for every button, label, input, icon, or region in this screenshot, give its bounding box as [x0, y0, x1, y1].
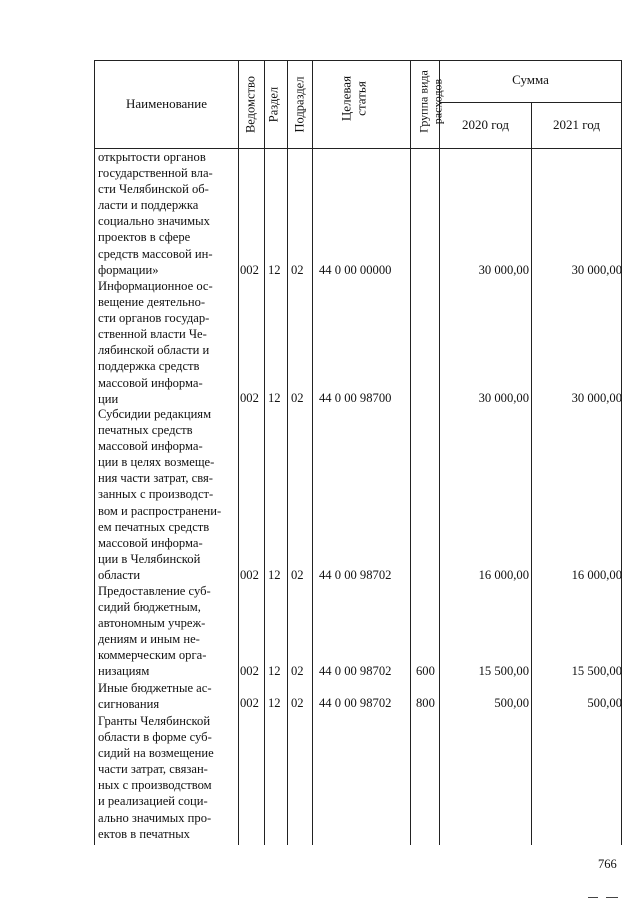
name-line: формации» [98, 262, 159, 277]
cell-statya: 44 0 00 98702 [319, 568, 392, 582]
name-line: вом и распространени- [98, 503, 222, 518]
cell-vedomstvo: 002 [240, 696, 259, 710]
name-line: сигнования [98, 697, 160, 712]
name-line: проектов в сфере [98, 230, 191, 245]
name-line: ции [98, 391, 119, 406]
name-line: ции в Челябинской [98, 551, 201, 566]
scan-mark [588, 897, 598, 899]
col-border [410, 60, 411, 845]
cell-gruppa: 800 [416, 696, 435, 710]
name-line: сидий бюджетным, [98, 600, 201, 615]
name-line: автономным учреж- [98, 616, 206, 631]
col-border [439, 60, 440, 845]
col-border [238, 60, 239, 845]
name-line: ально значимых про- [98, 810, 212, 825]
name-line: низациям [98, 664, 150, 679]
cell-podrazdel: 02 [291, 696, 304, 710]
name-line: сти органов государ- [98, 311, 210, 326]
name-line: и реализацией соци- [98, 794, 208, 809]
scan-mark [606, 897, 618, 899]
header-year-2020: 2020 год [462, 117, 509, 132]
col-border [287, 60, 288, 845]
name-line: дениям и иным не- [98, 632, 200, 647]
name-line: ектов в печатных [98, 826, 190, 841]
name-line: средств массовой ин- [98, 246, 213, 261]
header-summa: Сумма [512, 72, 549, 87]
cell-sum-2020: 30 000,00 [478, 391, 529, 405]
cell-podrazdel: 02 [291, 263, 304, 277]
name-line: Информационное ос- [98, 279, 213, 293]
header-razdel: Раздел [266, 86, 281, 123]
col-border [264, 60, 265, 845]
cell-podrazdel: 02 [291, 664, 304, 678]
cell-statya: 44 0 00 98702 [319, 664, 392, 678]
name-line: лябинской области и [98, 343, 210, 358]
name-line: ственной власти Че- [98, 327, 207, 342]
name-line: ем печатных средств [98, 519, 210, 534]
row-name [98, 583, 237, 680]
cell-statya: 44 0 00 00000 [319, 263, 392, 277]
cell-sum-2021: 30 000,00 [571, 263, 622, 277]
col-border [312, 60, 313, 845]
row-name [98, 278, 237, 407]
cell-sum-2020: 500,00 [494, 696, 529, 710]
cell-vedomstvo: 002 [240, 391, 259, 405]
header-year-2021: 2021 год [553, 117, 600, 132]
cell-razdel: 12 [268, 263, 281, 277]
name-line: области в форме суб- [98, 730, 212, 745]
cell-gruppa: 600 [416, 664, 435, 678]
name-line: Субсидии редакциям [98, 407, 212, 421]
cell-podrazdel: 02 [291, 391, 304, 405]
header-statya-1: Целевая [338, 75, 354, 122]
name-line: массовой информа- [98, 439, 203, 454]
cell-vedomstvo: 002 [240, 664, 259, 678]
cell-sum-2020: 15 500,00 [478, 664, 529, 678]
page-number: 766 [598, 857, 617, 871]
cell-razdel: 12 [268, 568, 281, 582]
header-vedomstvo: Ведомство [243, 75, 258, 134]
name-line: ции в целях возмеще- [98, 455, 215, 470]
name-line: Предоставление суб- [98, 584, 211, 598]
cell-razdel: 12 [268, 391, 281, 405]
name-line: ния части затрат, свя- [98, 471, 213, 486]
name-line: массовой информа- [98, 375, 203, 390]
name-line: ласти и поддержка [98, 198, 199, 213]
name-line: сти Челябинской об- [98, 182, 209, 197]
cell-sum-2021: 15 500,00 [571, 664, 622, 678]
row-name [98, 680, 237, 712]
cell-razdel: 12 [268, 664, 281, 678]
name-line: вещение деятельно- [98, 295, 206, 310]
header-statya-2: статья [353, 81, 369, 116]
cell-sum-2021: 16 000,00 [571, 568, 622, 582]
col-border [621, 60, 622, 845]
name-line: массовой информа- [98, 535, 203, 550]
name-line: коммерческим орга- [98, 648, 207, 663]
header-gruppa-2: расходов [430, 78, 445, 125]
name-line: сидий на возмещение [98, 746, 214, 761]
name-line: Гранты Челябинской [98, 714, 211, 728]
name-line: открытости органов [98, 150, 206, 164]
name-line: государственной вла- [98, 166, 213, 181]
name-line: поддержка средств [98, 359, 200, 374]
header-podrazdel: Подраздел [292, 76, 307, 133]
name-line: ных с производством [98, 778, 212, 793]
row-name [98, 713, 237, 842]
row-name [98, 406, 237, 583]
cell-statya: 44 0 00 98700 [319, 391, 392, 405]
name-line: Иные бюджетные ас- [98, 681, 212, 695]
name-line: части затрат, связан- [98, 762, 208, 777]
cell-sum-2021: 30 000,00 [571, 391, 622, 405]
name-line: печатных средств [98, 423, 193, 438]
header-name: Наименование [126, 96, 207, 111]
name-line: социально значимых [98, 214, 210, 229]
cell-sum-2020: 16 000,00 [478, 568, 529, 582]
cell-sum-2021: 500,00 [587, 696, 622, 710]
header-gruppa-1: Группа вида [416, 70, 431, 133]
cell-sum-2020: 30 000,00 [478, 263, 529, 277]
cell-vedomstvo: 002 [240, 568, 259, 582]
cell-razdel: 12 [268, 696, 281, 710]
col-border [94, 60, 95, 845]
cell-vedomstvo: 002 [240, 263, 259, 277]
row-name [98, 149, 237, 278]
cell-podrazdel: 02 [291, 568, 304, 582]
name-line: занных с производст- [98, 487, 214, 502]
summa-divider [439, 102, 621, 103]
name-line: области [98, 567, 141, 582]
col-border [531, 102, 532, 845]
cell-statya: 44 0 00 98702 [319, 696, 392, 710]
